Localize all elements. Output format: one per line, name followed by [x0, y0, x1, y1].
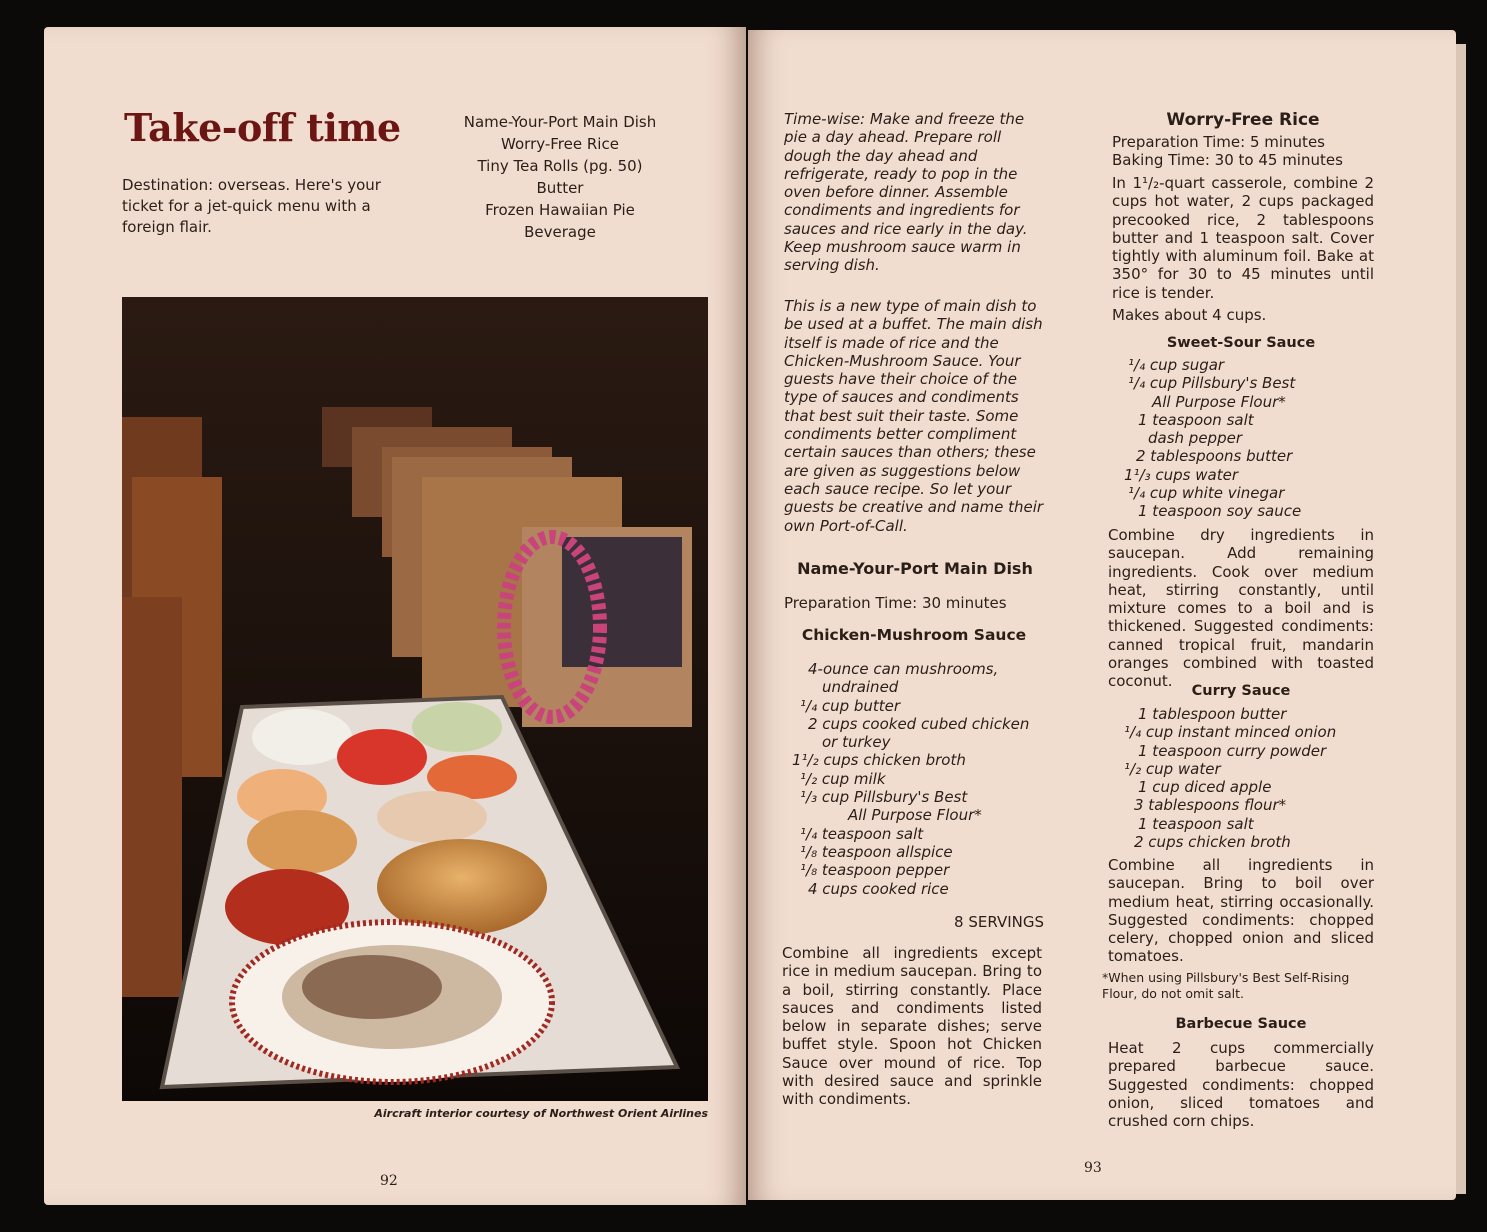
menu-item: Name-Your-Port Main Dish [463, 113, 657, 131]
ingredient: ¹/₂ cup water [1124, 759, 1221, 778]
menu-item: Tiny Tea Rolls (pg. 50) [477, 157, 643, 175]
page-number: 92 [380, 1173, 398, 1189]
ingredient: 2 tablespoons butter [1136, 447, 1293, 466]
menu-list [444, 111, 676, 243]
main-dish-prep-time: Preparation Time: 30 minutes [784, 594, 1007, 612]
sweet-sour-ingredients [1124, 356, 1374, 521]
ingredient: ¹/₄ teaspoon salt [800, 824, 924, 843]
ingredient: 2 cups cooked cubed chicken [808, 714, 1030, 733]
buffet-note: This is a new type of main dish to be used at a buffet. The main dish itself is made of rice and the Chicken-Mushroom Sauce. Your guests have their choice of the type of sauces and condiments that best suit their taste. Some condiments better compliment certain sauces than others; these are given as suggestions below each sauce recipe. So let your guests be creative and name their own Port-of-Call. [784, 297, 1044, 535]
ingredient: ¹/₂ cup milk [800, 769, 886, 788]
intro-text: Destination: overseas. Here's your ticket for a jet-quick menu with a foreign flair. [122, 176, 381, 236]
rice-prep-time: Preparation Time: 5 minutes [1112, 133, 1325, 151]
sweet-sour-directions: Combine dry ingredients in saucepan. Add remaining ingredients. Cook over medium heat, stirring constantly, until mixture comes to a boil and is thickened. Suggested condiments: canned tropical fruit, mandarin oranges combined with toasted coconut. [1108, 526, 1374, 691]
ingredient: undrained [822, 678, 899, 697]
ingredient: All Purpose Flour* [1152, 392, 1286, 411]
chicken-sauce-ingredients [792, 660, 1048, 898]
page-edge [1456, 44, 1466, 1194]
ingredient: 1 teaspoon salt [1138, 410, 1254, 429]
page-number: 93 [1084, 1160, 1102, 1176]
ingredient: 1 teaspoon soy sauce [1138, 502, 1302, 521]
ingredient: or turkey [822, 733, 891, 752]
ingredient: ¹/₄ cup instant minced onion [1124, 723, 1337, 742]
ingredient: 4 cups cooked rice [808, 879, 949, 898]
timewise-note: Time-wise: Make and freeze the pie a day ahead. Prepare roll dough the day ahead and refrigerate, ready to pop in the oven before dinner. Assemble condiments and ingredients for sauces and rice early in the day. Keep mushroom sauce warm in serving dish. [784, 110, 1028, 275]
food-cart-photo [122, 297, 708, 1101]
menu-item: Butter [536, 179, 584, 197]
ingredient: ¹/₃ cup Pillsbury's Best [800, 788, 968, 807]
ingredient: ¹/₄ cup butter [800, 696, 901, 715]
menu-item: Worry-Free Rice [501, 135, 619, 153]
ingredient: 1¹/₃ cups water [1124, 465, 1238, 484]
menu-item: Frozen Hawaiian Pie [485, 201, 635, 219]
ingredient: All Purpose Flour* [848, 806, 982, 825]
curry-title: Curry Sauce [1191, 683, 1291, 699]
main-dish-title: Name-Your-Port Main Dish [797, 559, 1033, 578]
ingredient: ¹/₄ cup Pillsbury's Best [1128, 374, 1296, 393]
rice-directions: In 1¹/₂-quart casserole, combine 2 cups hot water, 2 cups packaged precooked rice, 2 tablespoons butter and 1 teaspoon salt. Cover tightly with aluminum foil. Bake at 350° for 30 to 45 minutes until rice is tender. [1112, 174, 1374, 302]
ingredient: 1 teaspoon curry powder [1138, 741, 1327, 760]
ingredient: ¹/₄ cup white vinegar [1128, 484, 1285, 503]
ingredient: 1¹/₂ cups chicken broth [792, 751, 966, 770]
ingredient: ¹/₄ cup sugar [1128, 356, 1225, 374]
rice-bake-time: Baking Time: 30 to 45 minutes [1112, 151, 1343, 169]
rice-yield: Makes about 4 cups. [1112, 306, 1267, 324]
ingredient: ¹/₈ teaspoon allspice [800, 842, 953, 861]
ingredient: ¹/₈ teaspoon pepper [800, 861, 950, 880]
ingredient: 1 teaspoon salt [1138, 814, 1254, 833]
servings: 8 SERVINGS [954, 913, 1044, 931]
ingredient: dash pepper [1148, 429, 1242, 448]
photo-caption: Aircraft interior courtesy of Northwest Orient Airlines [374, 1107, 708, 1120]
ingredient: 2 cups chicken broth [1134, 833, 1291, 852]
sweet-sour-title: Sweet-Sour Sauce [1166, 335, 1316, 351]
ingredient: 4-ounce can mushrooms, [808, 660, 999, 678]
right-page [748, 30, 1456, 1200]
ingredient: 3 tablespoons flour* [1134, 796, 1287, 815]
ingredient: 1 tablespoon butter [1138, 705, 1287, 723]
main-dish-directions: Combine all ingredients except rice in medium saucepan. Bring to a boil, stirring constantly. Place sauces and condiments listed below in separate dishes; serve buffet style. Spoon hot Chicken Sauce over mound of rice. Top with desired sauce and sprinkle with condiments. [782, 944, 1042, 1109]
curry-ingredients [1124, 705, 1374, 851]
barbecue-title: Barbecue Sauce [1175, 1016, 1307, 1032]
menu-item: Beverage [524, 223, 596, 241]
ingredient: 1 cup diced apple [1138, 778, 1272, 797]
chicken-sauce-title: Chicken-Mushroom Sauce [801, 626, 1027, 644]
flour-footnote: *When using Pillsbury's Best Self-Rising Flour, do not omit salt. [1102, 970, 1350, 1001]
page-title: Take-off time [124, 105, 401, 150]
rice-title: Worry-Free Rice [1166, 110, 1320, 130]
curry-directions: Combine all ingredients in saucepan. Bring to boil over medium heat, stirring occasionally. Suggested condiments: chopped celery, chopped onion and sliced tomatoes. [1108, 856, 1374, 966]
left-page [44, 27, 746, 1205]
barbecue-directions: Heat 2 cups commercially prepared barbecue sauce. Suggested condiments: chopped onion, sliced tomatoes and crushed corn chips. [1108, 1039, 1374, 1131]
